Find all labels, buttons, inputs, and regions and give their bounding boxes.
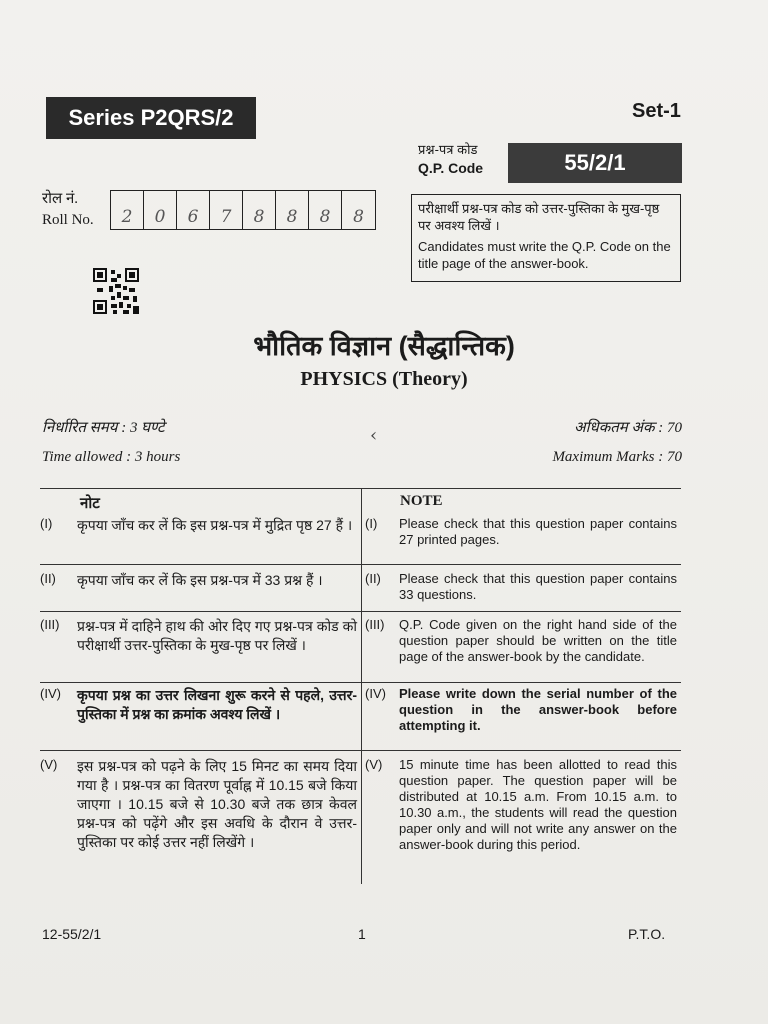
note-text-english: Please check that this question paper contains 33 questions. <box>399 571 677 602</box>
note-text-english: Please check that this question paper contains 27 printed pages. <box>399 516 677 547</box>
qp-code-label-hindi: प्रश्न-पत्र कोड <box>418 142 478 157</box>
footer-code: 12-55/2/1 <box>42 926 102 942</box>
time-allowed-english: Time allowed : 3 hours <box>42 449 181 465</box>
row-divider <box>40 611 681 612</box>
note-number: (V) <box>40 757 58 772</box>
roll-digit-box: 7 <box>210 191 243 229</box>
roll-label-english: Roll No. <box>42 212 94 228</box>
title-english: PHYSICS (Theory) <box>300 368 468 390</box>
qr-code-icon <box>93 268 139 314</box>
note-text-hindi: कृपया प्रश्न का उत्तर लिखना शुरू करने से पहले, उत्तर-पुस्तिका में प्रश्न का क्रमांक अवश्य लिखें । <box>77 687 357 722</box>
qp-code-label-english: Q.P. Code <box>418 160 484 176</box>
note-number: (I) <box>40 516 53 531</box>
note-number-english: (I) <box>365 516 378 531</box>
row-divider <box>40 682 681 683</box>
roll-digit-box: 6 <box>177 191 210 229</box>
table-column-divider <box>361 488 362 884</box>
roll-digit-box: 8 <box>243 191 276 229</box>
note-number-english: (III) <box>365 617 385 632</box>
note-number: (III) <box>40 617 60 632</box>
note-text-hindi: इस प्रश्न-पत्र को पढ़ने के लिए 15 मिनट का समय दिया गया है । प्रश्न-पत्र का वितरण पूर्वाह्न में 10.15 बजे किया जाएगा । 10.15 बजे से 10.30 बजे तक छात्र केवल प्रश्न-पत्र को पढ़ेंगे और इस अवधि के दौरान वे उत्तर-पुस्तिका पर कोई उत्तर नहीं लिखेंगे । <box>77 758 357 850</box>
note-text-hindi: प्रश्न-पत्र में दाहिने हाथ की ओर दिए गए प्रश्न-पत्र कोड को परीक्षार्थी उत्तर-पुस्तिका के मुख-पृष्ठ पर लिखें । <box>77 618 357 653</box>
notice-hindi: परीक्षार्थी प्रश्न-पत्र कोड को उत्तर-पुस्तिका के मुख-पृष्ठ पर अवश्य लिखें । <box>418 201 660 233</box>
series-badge: Series P2QRS/2 <box>46 97 256 139</box>
notice-english: Candidates must write the Q.P. Code on the title page of the answer-book. <box>418 239 671 271</box>
note-text-hindi: कृपया जाँच कर लें कि इस प्रश्न-पत्र में 33 प्रश्न हैं । <box>77 572 323 588</box>
note-header-hindi: नोट <box>80 495 100 512</box>
title-hindi: भौतिक विज्ञान (सैद्धान्तिक) <box>253 331 515 361</box>
note-number-english: (IV) <box>365 686 386 701</box>
roll-digit-box: 8 <box>276 191 309 229</box>
note-text-hindi: कृपया जाँच कर लें कि इस प्रश्न-पत्र में मुद्रित पृष्ठ 27 हैं । <box>77 517 353 533</box>
qp-code-label <box>418 141 483 177</box>
qp-code-notice <box>411 194 681 282</box>
max-marks-english: Maximum Marks : 70 <box>552 449 682 465</box>
page-number: 1 <box>358 926 366 942</box>
note-number: (II) <box>40 571 56 586</box>
note-number: (IV) <box>40 686 61 701</box>
note-number-english: (II) <box>365 571 381 586</box>
max-marks-hindi: अधिकतम अंक : 70 <box>574 420 682 436</box>
qp-code-value: 55/2/1 <box>508 143 682 183</box>
row-divider <box>40 750 681 751</box>
roll-label-hindi: रोल नं. <box>42 191 79 207</box>
pto-label: P.T.O. <box>628 926 666 942</box>
roll-digit-box: 8 <box>353 207 364 227</box>
roll-digit-box: 0 <box>144 191 177 229</box>
roll-number-boxes <box>110 190 376 230</box>
note-header-english: NOTE <box>400 493 443 509</box>
note-number-english: (V) <box>365 757 383 772</box>
roll-digit-box: 2 <box>111 191 144 229</box>
pen-mark: ‹ <box>370 425 378 446</box>
roll-label <box>42 189 94 231</box>
row-divider <box>40 564 681 565</box>
note-text-english: Q.P. Code given on the right hand side of the question paper should be written on the title page of the answer-book by the candidate. <box>399 617 677 664</box>
time-allowed-hindi: निर्धारित समय : 3 घण्टे <box>42 420 165 436</box>
roll-digit-box: 8 <box>309 191 342 229</box>
note-text-english: Please write down the serial number of the question in the answer-book before attempting it. <box>399 686 677 733</box>
note-text-english: 15 minute time has been allotted to read this question paper. The question paper will be distributed at 10.15 a.m. From 10.15 a.m. to 10.30 a.m., the students will read the question paper only and will not write any answer on the answer-book during this period. <box>399 757 677 852</box>
set-label: Set-1 <box>632 100 681 122</box>
